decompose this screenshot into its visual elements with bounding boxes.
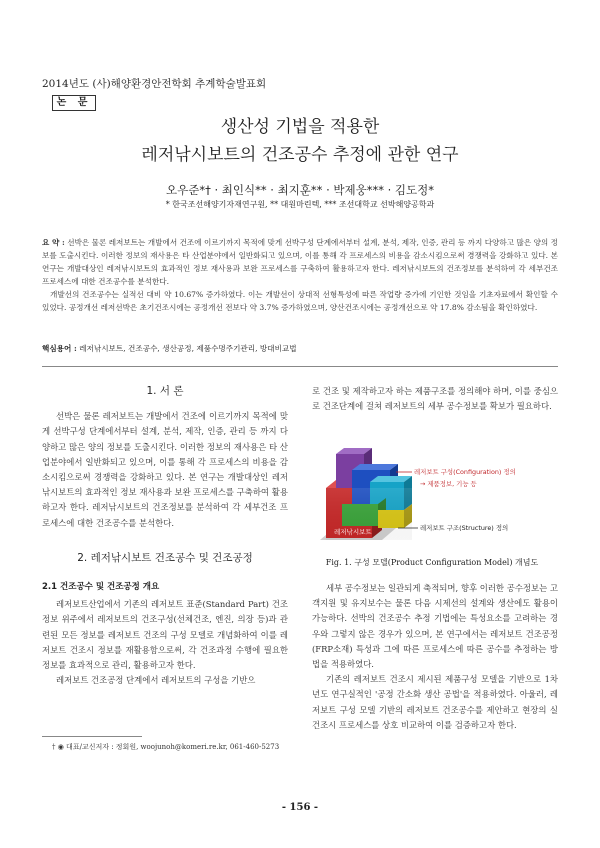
abstract-divider [42,366,558,367]
abstract-label: 요 약 : [42,238,65,247]
figure-caption: Fig. 1. 구성 모델(Product Configuration Model) 개념도 [325,558,539,567]
left-column [42,384,288,688]
conference-name: 2014년도 (사)해양환경안전학회 추계학술발표회 [42,78,267,90]
abstract [42,236,558,314]
section-2-1-paragraph-1: 레저보트산업에서 기존의 레저보트 표준(Standard Part) 건조정보 위주에서 레저보트의 건조구성(선체건조, 엔진, 의장 등)과 관련된 모든 정보를 레저보트 건조의 구성 모델로 개념화하여 이를 레저보트 건조시 정보를 재활용함으로써, 각 건조과정 수행에 필요한 정보를 효과적으로 관리, 활용하고자 한다. [42,599,288,671]
figure-label-configuration: 레저보트 구성(Configuration) 정의 [414,468,516,476]
right-paragraph-3: 기존의 레저보트 건조시 제시된 제품구성 모델을 기반으로 1차년도 연구실적인 '공정 간소화 생산 공법'을 적용하였다. 아울러, 레저보트 구성 모델 기반의 레저보트 건조공수를 제안하고 현장의 실 건조시 프로세스를 상호 비교하여 이를 검증하고자 한다. [312,674,558,730]
figure-label-configuration-sub: → 제품정보, 기능 등 [420,480,477,488]
section-2-1-heading: 2.1 건조공수 및 건조공정 개요 [42,582,160,593]
abstract-paragraph-1: 선박은 물론 레저보트는 개발에서 건조에 이르기까지 목적에 맞게 선박구성 단계에서부터 설계, 분석, 제작, 인증, 관리 등 까지 다양하고 많은 양의 정보를 도출시킨다. 이러한 정보의 재사용은 타 산업분야에서 일반화되고 있으며, 이를 통해 각 프로세스의 비용을 감소시킴으로써 경쟁력을 강화하고 있다. 본 연구는 개발대상인 레저낚시보트의 효과적인 정보 재사용과 보완 프로세스를 구축하여 활용하고자 한다. 레저낚시보트의 건조정보를 분석하여 각 세부건조 프로세스에 대한 건조공수를 분석한다. [42,238,558,286]
section-2-1-paragraph-2: 레저보트 건조공정 단계에서 레저보트의 구성을 기반으 [56,675,256,686]
paper-title-line1: 생산성 기법을 적용한 [220,117,380,137]
figure-block-label: 레저낚시보트 [334,528,372,536]
keywords-text: 레저낚시보트, 건조공수, 생산공정, 제품수명주기관리, 방대비교법 [79,344,297,353]
right-column-top [312,384,558,414]
affiliation-list: * 한국조선해양기자재연구원, ** 대원마린텍, *** 조선대학교 선박해양공학과 [165,200,435,209]
right-paragraph-1: 로 건조 및 제작하고자 하는 제품구조를 정의해야 하며, 이를 중심으로 건조단계에 걸쳐 레저보트의 세부 공수정보를 확보가 필요하다. [312,386,558,412]
section-1-heading: 1. 서 론 [146,385,184,397]
section-2-heading: 2. 레저낚시보트 건조공수 및 건조공정 [77,551,253,564]
right-paragraph-2: 세부 공수정보는 일관되게 축적되며, 향후 이러한 공수정보는 고객지원 및 유지보수는 물론 다음 시제선의 설계와 생산에도 활용이 가능하다. 선박의 건조공수 추정 기법에는 특성요소를 고려하는 경우와 그렇지 않은 경우가 있으며, 본 연구에서는 레저보트 건조공정(FRP소재) 특성과 그에 따른 프로세스에 따른 공수를 추정하는 방법을 적용하였다. [312,583,558,670]
configuration-model-figure [312,434,558,550]
paper-title-line2: 레저낚시보트의 건조공수 추정에 관한 연구 [141,145,459,165]
keywords [42,343,558,354]
footnote: † ◉ 대표/교신저자 : 정회원, woojunoh@komeri.re.kr, 061-460-5273 [52,743,280,751]
figure-label-structure: 레저보트 구조(Structure) 정의 [420,524,509,532]
section-1-paragraph: 선박은 물론 레저보트는 개발에서 건조에 이르기까지 목적에 맞게 선박구성 단계에서부터 설계, 분석, 제작, 인증, 관리 등 까지 다양하고 많은 양의 정보를 도출시킨다. 이러한 정보의 재사용은 타 산업분야에서 일반화되고 있으며, 이를 통해 각 프로세스의 비용을 감소시킴으로써 경쟁력을 강화하고 있다. 본 연구는 개발대상인 레저낚시보트의 효과적인 정보 재사용과 보완 프로세스를 구축하여 활용하고자 한다. 레저낚시보트의 건조정보를 분석하여 각 세부건조 프로세스에 대한 건조공수를 분석한다. [42,411,288,528]
footnote-divider [42,736,142,737]
keywords-label: 핵심용어 : [42,344,77,353]
author-list: 오우준*† · 최인식** · 최지훈** · 박제웅*** · 김도정* [166,183,434,197]
paper-type-badge: 논 문 [52,95,96,111]
page-number: - 156 - [281,802,319,813]
right-column-bottom [312,581,558,733]
abstract-paragraph-2: 개발선의 건조공수는 실적선 대비 약 10.67% 증가하였다. 이는 개발선이 상대적 선형특성에 따른 작업량 증가에 기인한 것임을 기초자료에서 확인할 수 있었다. 공정개선 레저선박은 초기건조시에는 공정개선 전보다 약 3.7% 증가하였으며, 양산건조시에는 공정개선으로 약 17.8% 감소됨을 확인하였다. [42,290,558,312]
